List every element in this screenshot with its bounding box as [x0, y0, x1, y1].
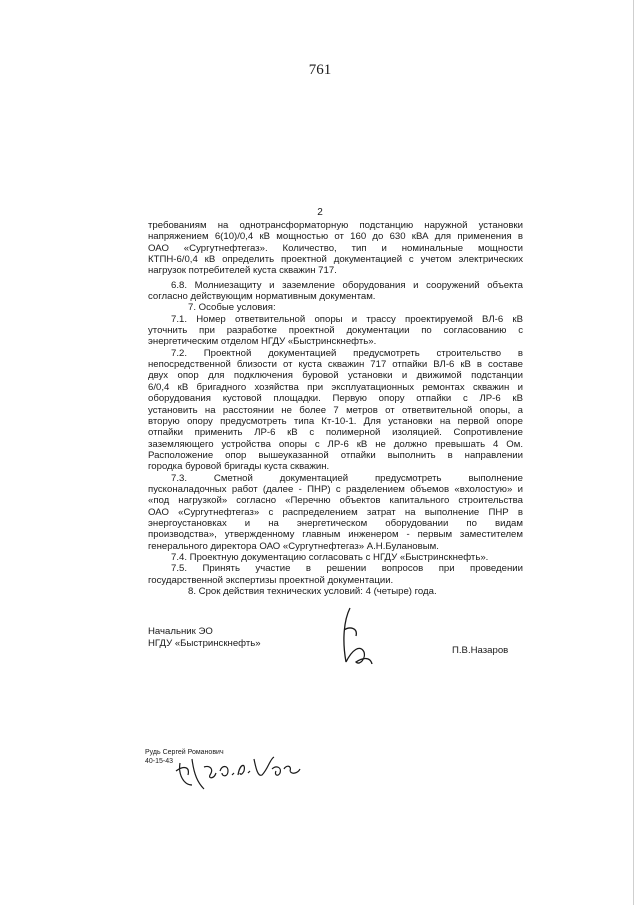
- text-line: 7.2. Проектной документацией предусмотреть строительство в: [171, 347, 523, 359]
- text-line: ОАО «Сургутнефтегаз». Количество, тип и номинальные мощности: [148, 242, 523, 254]
- text-line: энергоустановках и на энергетическом оборудовании по видам: [148, 517, 523, 529]
- handwritten-approval: [170, 745, 310, 795]
- text-line: 7.1. Номер ответвительной опоры и трассу проектируемой ВЛ-6 кВ: [171, 313, 523, 325]
- text-line: 8. Срок действия технических условий: 4 (четыре) года.: [188, 586, 437, 597]
- text-line: вторую опору предусмотреть типа Кт-10-1. Для установки на первой опоре: [148, 415, 523, 427]
- text-line: государственной экспертизы проектной документации.: [148, 574, 394, 586]
- text-line: установить на расстоянии не более 7 метров от ответвительной опоры, а: [148, 404, 523, 416]
- text-line: Расположение опор вышеуказанной отпайки выполнить в направлении: [148, 449, 523, 461]
- text-line: 7.3. Сметной документацией предусмотреть выполнение: [171, 472, 523, 484]
- signature-block: [148, 626, 261, 650]
- text-line: двух опор для подключения буровой установки и движимой подстанции: [148, 370, 523, 382]
- text-line: 7.4. Проектную документацию согласовать с НГДУ «Быстринскнефть».: [171, 551, 489, 563]
- text-line: производства», утвержденному главным инженером - первым заместителем: [148, 529, 523, 541]
- text-line: 7.5. Принять участие в решении вопросов при проведении: [171, 563, 523, 575]
- text-line: заземляющего устройства опоры с ЛР-6 кВ не должно превышать 4 Ом.: [148, 438, 523, 450]
- text-line: пусконаладочных работ (далее - ПНР) с разделением объемов «вхолостую» и: [148, 483, 523, 495]
- text-line: городка буровой бригады куста скважин.: [148, 461, 330, 473]
- signer-department: НГДУ «Быстринскнефть»: [148, 638, 261, 649]
- signer-position: Начальник ЭО: [148, 626, 213, 637]
- text-line: напряжением 6(10)/0,4 кВ мощностью от 160 до 630 кВА для применения в: [148, 231, 523, 243]
- text-line: ОАО «Сургутнефтегаз» с распределением затрат на выполнение ПНР в: [148, 506, 523, 518]
- text-line: согласно действующим нормативным документам.: [148, 291, 376, 303]
- text-line: уточнить при разработке проектной документации по согласованию с: [148, 325, 523, 337]
- text-line: требованиям на однотрансформаторную подстанцию наружной установки: [148, 220, 523, 231]
- text-line: энергетическим отделом НГДУ «Быстринскнефть».: [148, 336, 377, 348]
- sheet-number: 2: [317, 207, 323, 218]
- page-number: 761: [308, 62, 332, 78]
- text-line: «под нагрузкой» согласно «Перечню объектов капитального строительства: [148, 495, 523, 507]
- text-line: непосредственной близости от куста скважин 717 отпайки ВЛ-6 кВ в составе: [148, 359, 523, 371]
- signer-name: П.В.Назаров: [452, 645, 509, 656]
- executor-name: Рудь Сергей Романович: [145, 749, 224, 756]
- body-text: [148, 220, 523, 597]
- text-line: отпайки применить ЛР-6 кВ с полимерной изоляцией. Сопротивление: [148, 427, 523, 439]
- text-line: 6.8. Молниезащиту и заземление оборудования и сооружений объекта: [171, 279, 523, 291]
- text-line: 6/0,4 кВ бригадного хозяйства при эксплуатационных ремонтах скважин и: [148, 381, 523, 393]
- text-line: генерального директора ОАО «Сургутнефтегаз» А.Н.Булановым.: [148, 540, 439, 552]
- handwritten-signature: [330, 600, 390, 675]
- page-edge: [633, 0, 634, 905]
- text-line: нагрузок потребителей куста скважин 717.: [148, 265, 337, 277]
- executor-phone: 40-15-43: [145, 758, 174, 765]
- text-line: 7. Особые условия:: [188, 302, 276, 314]
- text-line: КТПН-6/0,4 кВ определить проектной документацией с учетом электрических: [148, 254, 523, 266]
- text-line: оборудования кустовой площадки. Первую опору отпайки с ЛР-6 кВ: [148, 393, 523, 405]
